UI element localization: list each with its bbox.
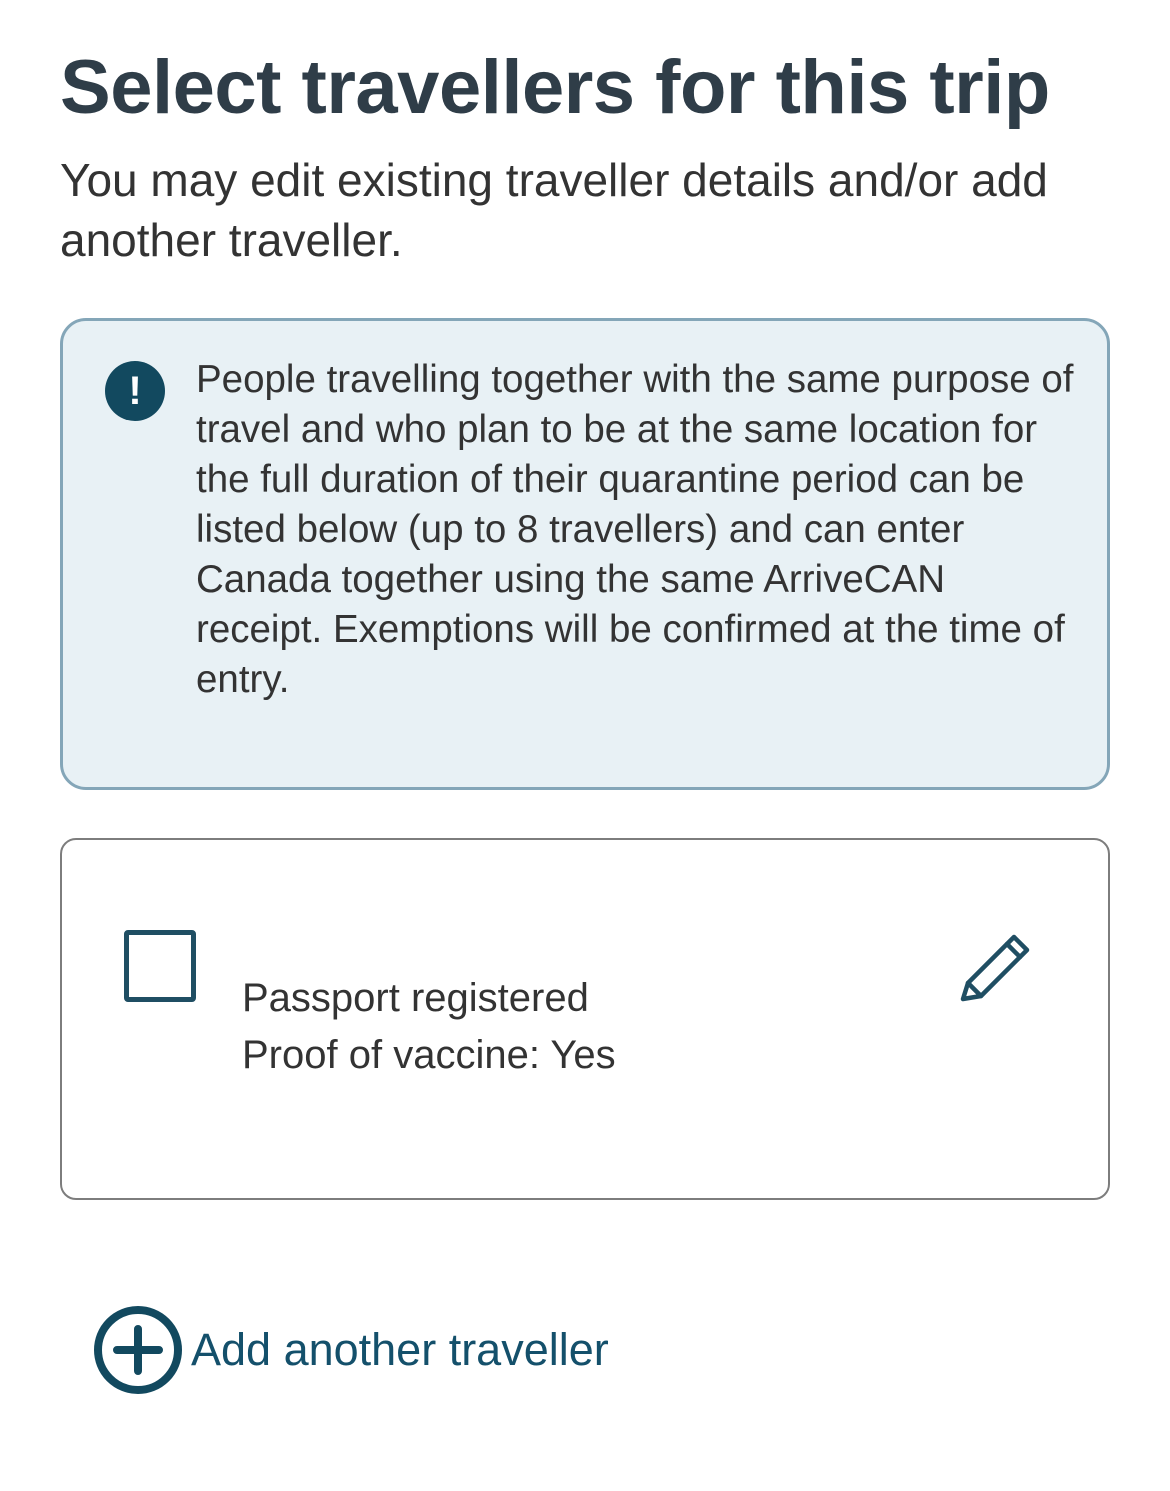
info-notice [60, 318, 1110, 790]
add-traveller-button[interactable] [93, 1305, 609, 1395]
passport-status: Passport registered [242, 976, 589, 1020]
traveller-details [242, 970, 616, 1084]
traveller-card[interactable] [60, 838, 1110, 1200]
exclamation-icon: ! [105, 361, 165, 421]
plus-circle-icon [93, 1305, 183, 1395]
info-notice-text: People travelling together with the same purpose of travel and who plan to be at the same location for the full duration of their quarantine period can be listed below (up to 8 travellers) and can enter Canada together using the same ArriveCAN receipt. Exemptions will be confirmed at the time of entry. [196, 358, 1074, 701]
add-traveller-label: Add another traveller [191, 1324, 609, 1375]
page-title: Select travellers for this trip [60, 45, 1050, 130]
page-subtitle: You may edit existing traveller details and/or add another traveller. [60, 154, 1048, 266]
traveller-select-checkbox[interactable] [124, 930, 196, 1002]
pencil-icon[interactable] [955, 927, 1037, 1009]
vaccine-status: Proof of vaccine: Yes [242, 1033, 616, 1077]
